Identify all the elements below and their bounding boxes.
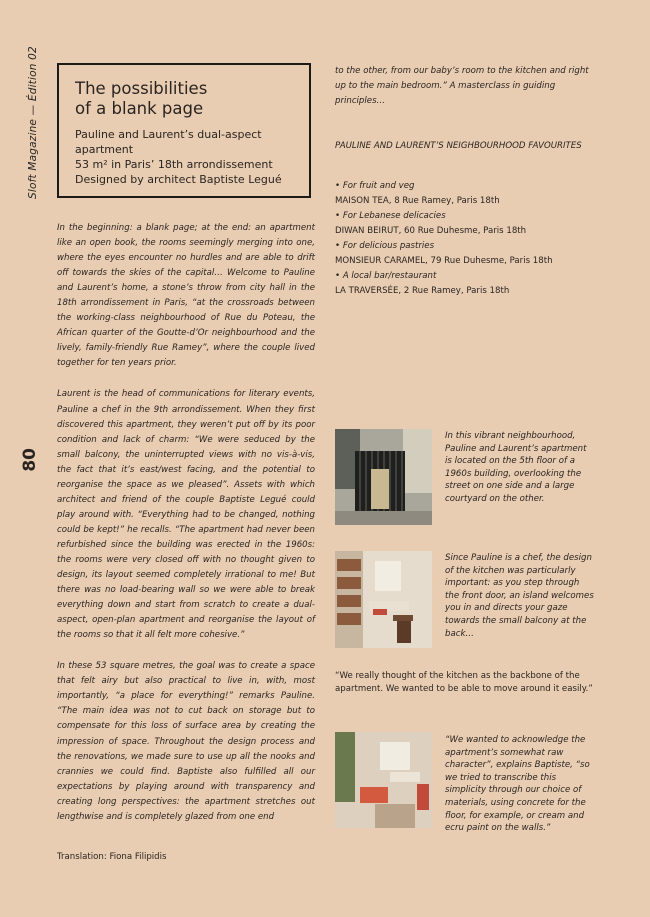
right-column xyxy=(335,64,593,299)
paragraph-3: In these 53 square metres, the goal was to create a space that felt airy but also practical to live in, with, most importantly, “a place for everything!” remarks Pauline. “The main idea was not to cut back on storage but to compensate for this loss of surface area by creating the impression of space. Throughout the design process and the renovations, we made sure to use up all the nooks and crannies we could find. Baptiste also fulfilled all our expectations by playing around with transparency and creating long perspectives: the apartment stretches out lengthwise and is completely glazed from one end xyxy=(57,661,315,822)
title-box xyxy=(57,63,311,198)
kitchen-photo xyxy=(335,551,432,648)
caption-building: In this vibrant neighbourhood, Pauline and Laurent’s apartment is located on the 5th floor of a 1960s building, overlooking the street on one side and a large courtyard on the other. xyxy=(445,431,587,504)
magazine-edition-label: Sloft Magazine — Édition 02 xyxy=(27,46,39,199)
article-body xyxy=(57,221,315,841)
subtitle-2: 53 m² in Paris’ 18th arrondissement xyxy=(75,158,273,171)
fav-category: • For delicious pastries xyxy=(335,239,593,254)
title-line-1: The possibilities xyxy=(75,79,208,98)
caption-kitchen: Since Pauline is a chef, the design of the kitchen was particularly important: as you step through the front door, an island welcomes you in and directs your gaze towards the small balcony at the back… xyxy=(445,553,594,639)
fav-place: MAISON TEA, 8 Rue Ramey, Paris 18th xyxy=(335,196,500,206)
fav-place: LA TRAVERSÉE, 2 Rue Ramey, Paris 18th xyxy=(335,286,510,296)
page-number: 80 xyxy=(20,448,40,472)
favourites-title: PAULINE AND LAURENT’S NEIGHBOURHOOD FAVOURITES xyxy=(335,141,582,151)
living-room-photo xyxy=(335,732,432,828)
paragraph-2: Laurent is the head of communications for literary events, Pauline a chef in the 9th arrondissement. When they first discovered this apartment, they weren’t put off by its poor condition and lack of charm: “We were seduced by the small balcony, the uninterrupted views with no vis-à-vis, the fact that it’s east/west facing, and the potential to reorganise the space as we pleased”. Assets with which architect and friend of the couple Baptiste Legué could play around with. “Everything had to be changed, nothing could be kept!” he recalls. “The apartment had never been refurbished since the building was erected in the 1960s: the rooms were very closed off with no thought given to design, its layout seemed completely irrational to me! But there was no load-bearing wall so we were able to break everything down and start from scratch to create a dual-aspect, open-plan apartment and reorganise the layout of the rooms so that it all felt more cohesive.” xyxy=(57,389,315,641)
fav-place: DIWAN BEIRUT, 60 Rue Duhesme, Paris 18th xyxy=(335,226,527,236)
favourites-list xyxy=(335,179,593,299)
subtitle-1: Pauline and Laurent’s dual-aspect apartment xyxy=(75,128,262,156)
translation-credit: Translation: Fiona Filipidis xyxy=(57,852,167,862)
fav-category: • For fruit and veg xyxy=(335,179,593,194)
article-title xyxy=(75,79,295,119)
building-facade-photo xyxy=(335,429,432,525)
subtitle-3: Designed by architect Baptiste Legué xyxy=(75,173,282,186)
kitchen-quote: “We really thought of the kitchen as the backbone of the apartment. We wanted to be able to move around it easily.” xyxy=(335,671,593,694)
fav-place: MONSIEUR CARAMEL, 79 Rue Duhesme, Paris 18th xyxy=(335,256,553,266)
title-line-2: of a blank page xyxy=(75,99,204,118)
paragraph-continuation: to the other, from our baby’s room to the kitchen and right up to the main bedroom.” A masterclass in guiding principles… xyxy=(335,66,589,106)
paragraph-1: In the beginning: a blank page; at the end: an apartment like an open book, the rooms seemingly merging into one, where the eyes encounter no hurdles and are able to drift off towards the skies of the capital… Welcome to Pauline and Laurent’s home, a stone’s throw from city hall in the 18th arrondissement in Paris, “at the crossroads between the working-class neighbourhood of Rue du Poteau, the African quarter of the Goutte-d’Or neighbourhood and the lively, family-friendly Rue Ramey”, where the couple lived together for ten years prior. xyxy=(57,223,315,369)
fav-category: • A local bar/restaurant xyxy=(335,269,593,284)
fav-category: • For Lebanese delicacies xyxy=(335,209,593,224)
caption-materials: “We wanted to acknowledge the apartment’s somewhat raw character”, explains Baptiste, “so we tried to transcribe this simplicity through our choice of materials, using concrete for the floor, for example, or cream and ecru paint on the walls.” xyxy=(445,735,590,834)
